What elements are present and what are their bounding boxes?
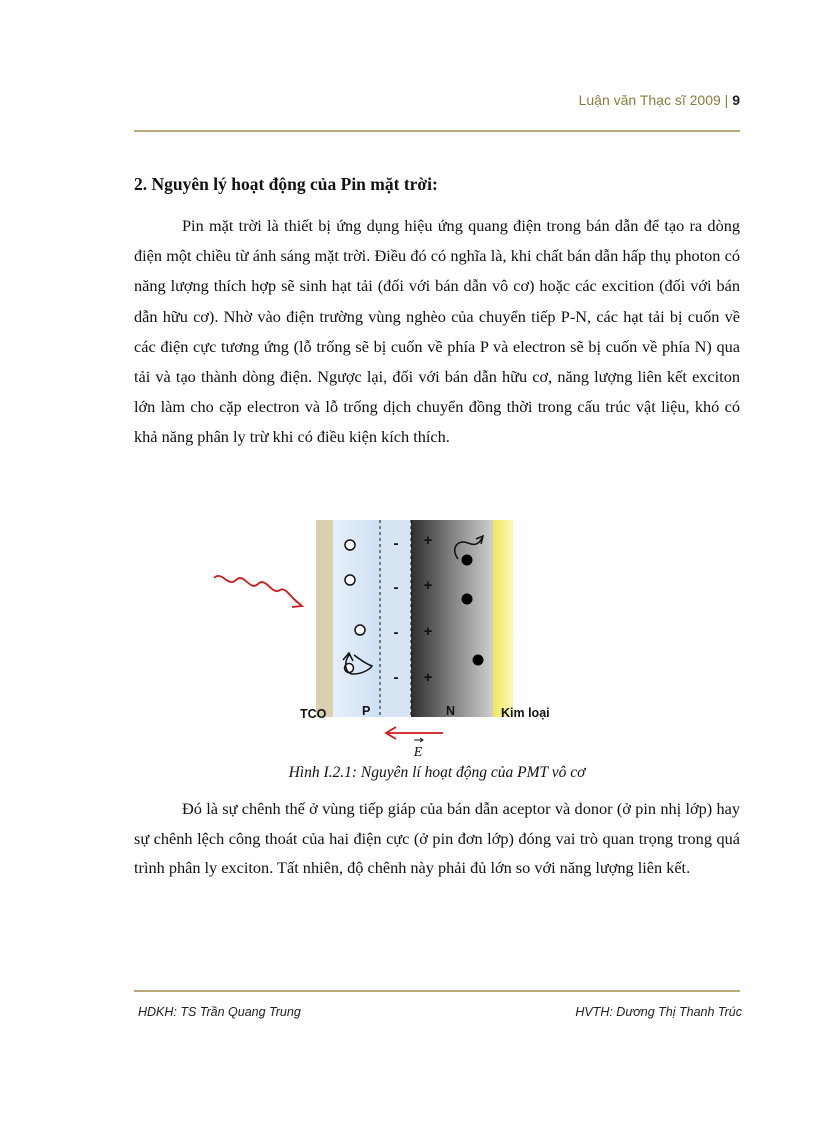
minus-charge: - (393, 669, 399, 686)
section-title: 2. Nguyên lý hoạt động của Pin mặt trời: (134, 174, 438, 194)
plus-charge: + (423, 577, 433, 594)
metal-label: Kim loại (501, 706, 550, 720)
field-label: E (413, 745, 423, 760)
tco-layer (316, 520, 333, 717)
p-region (333, 520, 380, 717)
figure-caption: Hình I.2.1: Nguyên lí hoạt động của PMT vô cơ (288, 764, 586, 781)
page-header (579, 92, 740, 108)
page-number: 9 (732, 92, 740, 108)
tco-label: TCO (300, 707, 327, 721)
plus-charge: + (423, 669, 433, 686)
metal-layer (493, 520, 513, 717)
plus-charge: + (423, 532, 433, 549)
n-label: N (446, 704, 456, 718)
paragraph-2: Đó là sự chênh thế ở vùng tiếp giáp của bán dẫn aceptor và donor (ở pin nhị lớp) hay sự chênh lệch công thoát của hai điện cực (ở pin đơn lớp) đóng vai trò quan trọng trong quá trình phân ly exciton. Tất nhiên, độ chênh này phải đủ lớn so với năng lượng liên kết. (134, 799, 740, 877)
header-rule (134, 130, 740, 132)
footer-student: HVTH: Dương Thị Thanh Trúc (575, 1005, 742, 1019)
electron (462, 594, 473, 605)
header-title: Luận văn Thạc sĩ 2009 (578, 92, 721, 108)
plus-charge: + (423, 623, 433, 640)
hole (345, 575, 355, 585)
paragraph-1: Pin mặt trời là thiết bị ứng dụng hiệu ứng quang điện trong bán dẫn để tạo ra dòng điện một chiều từ ánh sáng mặt trời. Điều đó có nghĩa là, khi chất bán dẫn hấp thụ photon có năng lượng thích hợp sẽ sinh hạt tải (đối với bán dẫn vô cơ) hoặc các excition (đối với bán dẫn hữu cơ). Nhờ vào điện trường vùng nghèo của chuyển tiếp P-N, các hạt tải bị cuốn về các điện cực tương ứng (lỗ trống sẽ bị cuốn về phía P và electron sẽ bị cuốn về phía N) qua tải và tạo thành dòng điện. Ngược lại, đối với bán dẫn hữu cơ, năng lượng liên kết exciton lớn làm cho cặp electron và lỗ trống dịch chuyển đồng thời trong cấu trúc vật liệu, khó có khả năng phân ly trừ khi có điều kiện kích thích. (134, 216, 740, 447)
minus-charge: - (393, 624, 399, 641)
header-separator: | (724, 92, 729, 108)
electron (473, 655, 484, 666)
footer-rule (134, 990, 740, 992)
n-region (411, 520, 493, 717)
footer-advisor: HDKH: TS Trần Quang Trung (138, 1005, 301, 1019)
pn-junction-diagram (200, 508, 620, 763)
minus-charge: - (393, 535, 399, 552)
electron (462, 555, 473, 566)
p-label: P (362, 704, 371, 718)
incoming-light-wave (214, 576, 300, 604)
hole (355, 625, 365, 635)
minus-charge: - (393, 579, 399, 596)
hole (345, 540, 355, 550)
